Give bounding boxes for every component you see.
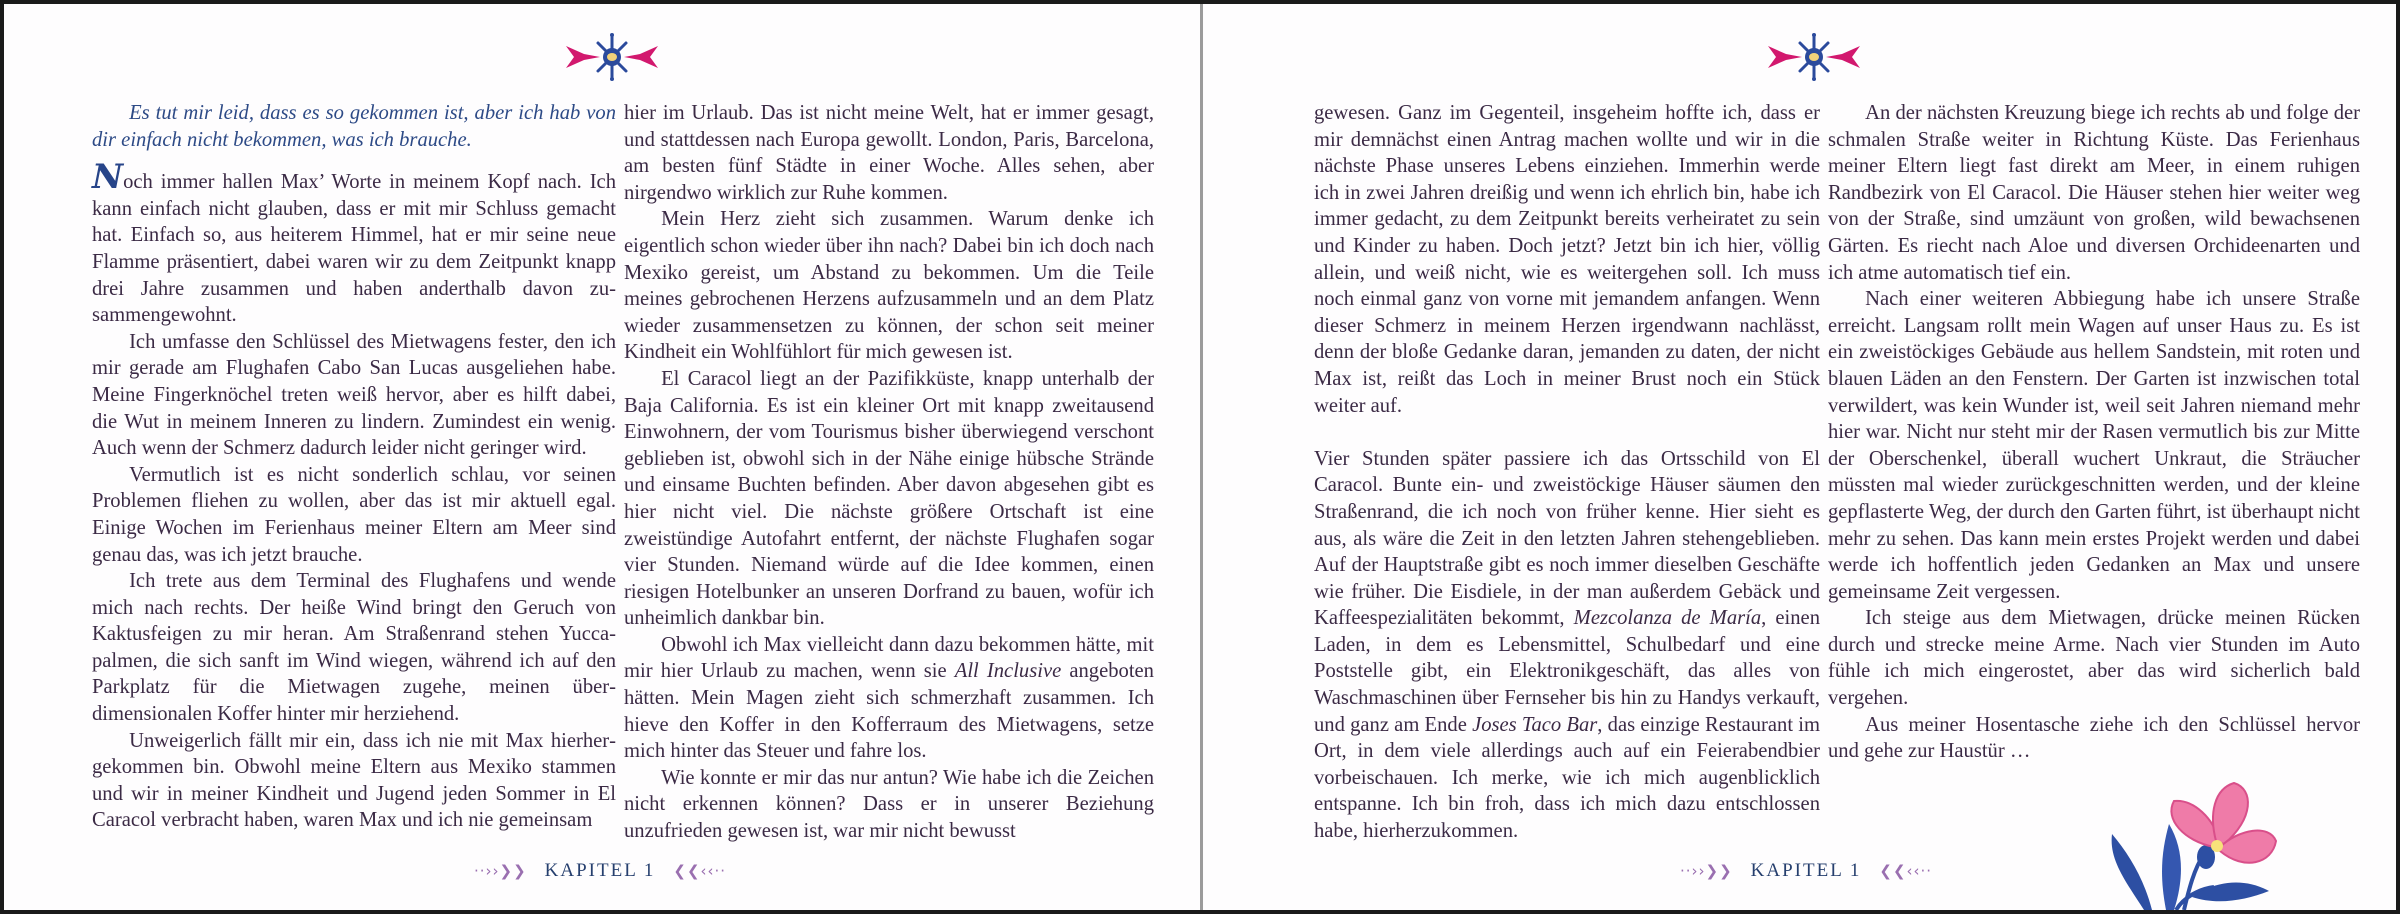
paragraph-text: angeboten hätten. Mein Magen zieht sich schmerzhaft zusammen. Ich hieve den Koffer in den Kofferraum des Mietwagens, setze mich hinter das Steuer und fahre los. bbox=[624, 660, 1154, 763]
paragraph-text: och immer hallen Max’ Worte in meinem Kopf nach. Ich kann einfach nicht glauben, dass er mit mir Schluss gemacht hat. Einfach so, aus heiterem Himmel, hat er mir seine neue Flamme präsentiert, dabei waren wir zu dem Zeitpunkt knapp drei Jahre zusammen und haben anderthalb davon zusammengewohnt. bbox=[92, 171, 616, 327]
floral-ornament-icon bbox=[562, 32, 662, 82]
paragraph-text: Obwohl ich Max vielleicht dann dazu bekommen hätte, mit mir hier Urlaub zu machen, wenn sie bbox=[624, 633, 1154, 683]
arrows-left-icon: ❮❮‹‹·· bbox=[1879, 862, 1933, 880]
emphasis-text: Joses Taco Bar bbox=[1472, 713, 1598, 736]
paragraph bbox=[92, 157, 616, 329]
right-page-column-1 bbox=[1314, 100, 1820, 845]
paragraph: hier im Urlaub. Das ist nicht meine Welt, hat er immer gesagt, und stattdessen nach Europa gewollt. London, Paris, Barcelona, am besten fünf Städte in einer Woche. Alles sehen, aber nirgendwo wirklich zur Ruhe kommen. bbox=[624, 102, 1154, 204]
paragraph: Aus meiner Hosentasche ziehe ich den Schlüssel hervor und gehe zur Haustür … bbox=[1828, 713, 2360, 763]
chapter-epigraph: Es tut mir leid, dass es so gekommen ist, aber ich hab von dir einfach nicht bekommen, was ich brauche. bbox=[92, 102, 616, 151]
paragraph bbox=[1314, 446, 1820, 845]
paragraph: Wie konnte er mir das nur antun? Wie habe ich die Zeichen nicht erkennen können? Dass er in unserer Beziehung unzufrieden gewesen ist, war mir nicht bewusst bbox=[624, 766, 1154, 843]
arrows-right-icon: ··››❯❯ bbox=[1680, 862, 1733, 880]
paragraph: Mein Herz zieht sich zusammen. Warum denke ich eigentlich schon wieder über ihn nach? Dabei bin ich doch nach Mexiko gereist, um Abstand zu bekommen. Um die Teile meines gebrochenen Herzens aufzusammeln und an dem Platz wieder zusammensetzen zu können, der schon seit meiner Kindheit ein Wohlfühlort für mich gewesen ist. bbox=[624, 208, 1154, 364]
arrows-left-icon: ❮❮‹‹·· bbox=[673, 862, 727, 880]
paragraph: Ich umfasse den Schlüssel des Mietwagens fester, den ich mir gerade am Flughafen Cabo San Lucas ausgeliehen habe. Meine Fingerknöchel treten weiß hervor, aber es hilft dabei, die Wut in meinem Inneren zu lindern. Zumindest ein wenig. Auch wenn der Schmerz dadurch leider nicht geringer wird. bbox=[92, 330, 616, 460]
drop-cap: N bbox=[92, 157, 124, 198]
paragraph-text: , einen Laden, in dem es Lebensmittel, Schulbedarf und eine Poststelle gibt, ein Elektronikgeschäft, das alles von Waschmaschinen über Fernseher bis hin zu Handys verkauft, und ganz am Ende bbox=[1314, 607, 1820, 736]
paragraph: Ich steige aus dem Mietwagen, drücke meinen Rücken durch und strecke meine Arme. Nach vier Stunden im Auto fühle ich mich eingerostet, aber das wird sicherlich bald vergehen. bbox=[1828, 607, 2360, 710]
paragraph: Nach einer weiteren Abbiegung habe ich unsere Straße erreicht. Langsam rollt mein Wagen auf unser Haus zu. Es ist ein zweistöckiges Gebäude aus hellem Sandstein, mit roten und blauen Läden an den Fenstern. Der Garten ist inzwischen total verwildert, was kein Wunder ist, weil seit Jahren niemand mehr hier war. Nicht nur steht mir der Rasen vermutlich bis zur Mitte der Oberschenkel, überall wuchert Unkraut, die Sträucher müssten mal wieder zurückgeschnitten werden, und der kleine gepflasterte Weg, der durch den Garten führt, ist überhaupt nicht mehr zu sehen. Das kann mein erstes Projekt werden und dabei werde ich hoffentlich jeden Gedanken an Max und unsere gemeinsame Zeit vergessen. bbox=[1828, 288, 2360, 603]
right-page bbox=[1204, 4, 2396, 910]
left-page bbox=[4, 4, 1200, 910]
chapter-label: KAPITEL 1 bbox=[544, 860, 656, 881]
left-page-column-1 bbox=[92, 100, 616, 834]
paragraph-text: Vier Stunden später passiere ich das Ortsschild von El Caracol. Bunte ein- und zweistöckige Häuser säumen den Straßenrand, die ich noch von früher kenne. Hier sieht es aus, als wäre die Zeit in den letzten Jahren stehengeblieben. Auf der Hauptstraße gibt es noch immer dieselben Geschäfte wie früher. Die Eisdiele, in der man außerdem Gebäck und Kaffeespezialitäten bekommt, bbox=[1314, 447, 1820, 630]
paragraph: An der nächsten Kreuzung biege ich rechts ab und folge der schmalen Straße weiter in Richtung Küste. Das Ferienhaus meiner Eltern liegt fast direkt am Meer, in einem ruhigen Randbezirk von El Caracol. Die Häuser stehen hier weiter weg von der Straße, sind umzäunt von großen, wild bewachsenen Gärten. Es riecht nach Aloe und diversen Orchideenarten und ich atme automatisch tief ein. bbox=[1828, 102, 2360, 284]
left-page-column-2 bbox=[624, 100, 1154, 845]
right-page-column-2 bbox=[1828, 100, 2360, 765]
paragraph bbox=[624, 632, 1154, 765]
paragraph: El Caracol liegt an der Pazifikküste, knapp unterhalb der Baja California. Es ist ein kleiner Ort mit knapp zweitausend Einwohnern, der vom Tourismus bisher überwiegend verschont geblieben ist, obwohl sich in der Nähe einige hübsche Strände und einsame Buchten befinden. Aber davon abgesehen gibt es hier nicht viel. Die nächste größere Ortschaft ist eine zweistündige Autofahrt entfernt, der nächste Flughafen sogar vier Stunden. Niemand würde auf die Idee kommen, einen riesigen Hotelbunker an unseren Dorfrand zu bauen, wofür ich unheimlich dankbar bin. bbox=[624, 367, 1154, 630]
paragraph: Unweigerlich fällt mir ein, dass ich nie mit Max hierhergekommen bin. Obwohl meine Eltern aus Mexiko stammen und wir in meiner Kindheit und Jugend jeden Sommer in El Caracol verbracht haben, waren Max und ich nie gemeinsam bbox=[92, 729, 616, 832]
running-footer bbox=[474, 856, 726, 886]
paragraph-text: , das einzige Restaurant im Ort, in dem viele allerdings auch auf ein Feierabendbier vorbeischauen. Ich merke, wie ich mich augenblicklich entspanne. Ich bin froh, dass ich mich dazu entschlossen habe, hierherzukommen. bbox=[1314, 713, 1820, 843]
floral-ornament-icon bbox=[1764, 32, 1864, 82]
page-gutter-divider bbox=[1200, 4, 1203, 910]
emphasis-text: Mezcolanza de María bbox=[1573, 607, 1762, 630]
arrows-right-icon: ··››❯❯ bbox=[474, 862, 527, 880]
emphasis-text: All Inclusive bbox=[954, 660, 1062, 683]
flower-illustration-icon bbox=[2104, 779, 2284, 910]
running-footer bbox=[1680, 856, 1932, 886]
paragraph: Ich trete aus dem Terminal des Flughafens und wende mich nach rechts. Der heiße Wind bringt den Geruch von Kaktusfeigen zu mir heran. Am Straßenrand stehen Yuccapalmen, die sich sanft im Wind wiegen, während ich auf den Parkplatz für die Mietwagen zugehe, meinen überdimensionalen Koffer hinter mir herziehend. bbox=[92, 570, 616, 726]
paragraph: gewesen. Ganz im Gegenteil, insgeheim hoffte ich, dass er mir demnächst einen Antrag machen wollte und wir in die nächste Phase unseres Lebens einziehen. Immerhin werde ich in zwei Jahren dreißig und wenn ich ehrlich bin, habe ich immer gedacht, zu dem Zeitpunkt bereits verheiratet zu sein und Kinder zu haben. Doch jetzt? Jetzt bin ich hier, völlig allein, und weiß nicht, wie es weitergehen soll. Ich muss noch einmal ganz von vorne mit jemandem anfangen. Wenn dieser Schmerz in meinem Herzen irgendwann nachlässt, denn der bloße Gedanke daran, jemanden zu daten, der nicht Max ist, reißt das Loch in meiner Brust noch ein Stück weiter auf. bbox=[1314, 102, 1820, 417]
book-spread bbox=[4, 4, 2396, 910]
chapter-label: KAPITEL 1 bbox=[1750, 860, 1862, 881]
paragraph: Vermutlich ist es nicht sonderlich schlau, vor seinen Problemen fliehen zu wollen, aber das ist mir aktuell egal. Einige Wochen im Ferienhaus meiner Eltern am Meer sind genau das, was ich jetzt brauche. bbox=[92, 463, 616, 566]
